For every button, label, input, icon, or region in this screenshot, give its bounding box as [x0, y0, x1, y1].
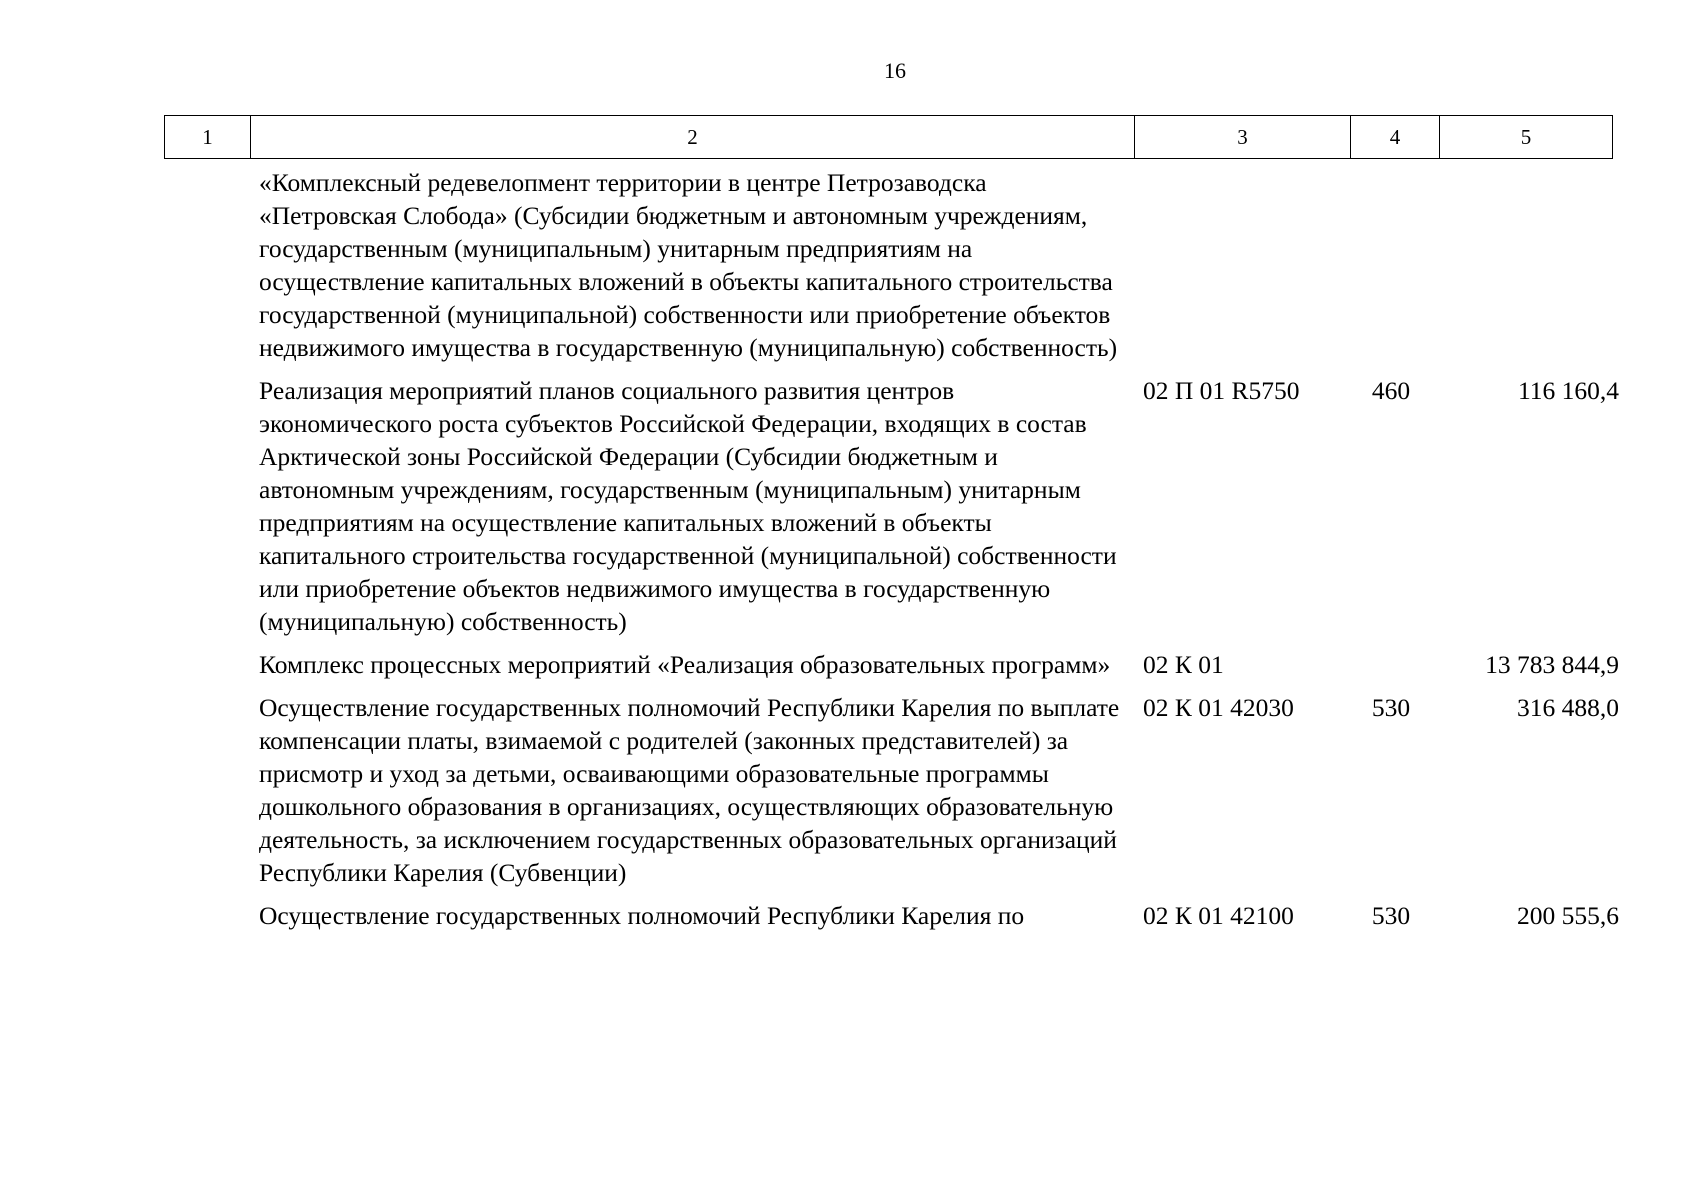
page-number: 16 [884, 58, 906, 83]
row-code: 02 К 01 42100 [1143, 901, 1294, 930]
row-code: 02 К 01 42030 [1143, 693, 1294, 722]
column-header-1: 1 [165, 116, 251, 159]
column-header-2: 2 [251, 116, 1135, 159]
table-row [0, 648, 1697, 681]
row-sum: 116 160,4 [1517, 376, 1619, 405]
row-sum: 13 783 844,9 [1485, 650, 1619, 679]
row-expense-type: 460 [1371, 376, 1411, 405]
column-header-5: 5 [1440, 116, 1613, 159]
row-name: Осуществление государственных полномочий Республики Карелия по [259, 901, 1025, 930]
row-sum: 200 555,6 [1517, 901, 1619, 930]
table-row [0, 166, 1697, 364]
table-body [0, 166, 1697, 942]
row-name: Реализация мероприятий планов социального развития центров экономического роста субъектов Российской Федерации, входящих в состав Арктической зоны Российской Федерации (Субсидии бюджетным и автономным учреждениям, государственным (муниципальным) унитарным предприятиям на осуществление капитальных вложений в объекты капитального строительства государственной (муниципальной) собственности или приобретение объектов недвижимого имущества в государственную (муниципальную) собственность) [259, 376, 1117, 636]
column-header-row [165, 116, 1613, 159]
row-sum: 316 488,0 [1517, 693, 1619, 722]
row-code: 02 К 01 [1143, 650, 1224, 679]
row-expense-type: 530 [1371, 901, 1411, 930]
column-header-3: 3 [1135, 116, 1351, 159]
table-row [0, 899, 1697, 932]
table-row [0, 691, 1697, 889]
row-code: 02 П 01 R5750 [1143, 376, 1300, 405]
row-name: Комплекс процессных мероприятий «Реализация образовательных программ» [259, 650, 1111, 679]
row-expense-type: 530 [1371, 693, 1411, 722]
column-header-4: 4 [1351, 116, 1440, 159]
column-header-table [164, 115, 1613, 159]
table-row [0, 374, 1697, 638]
row-name: Осуществление государственных полномочий Республики Карелия по выплате компенсации платы, взимаемой с родителей (законных представителей) за присмотр и уход за детьми, осваивающими образовательные программы дошкольного образования в организациях, осуществляющих образовательную деятельность, за исключением государственных образовательных организаций Республики Карелия (Субвенции) [259, 693, 1120, 887]
row-name: «Комплексный редевелопмент территории в центре Петрозаводска «Петровская Слобода» (Субсидии бюджетным и автономным учреждениям, государственным (муниципальным) унитарным предприятиям на осуществление капитальных вложений в объекты капитального строительства государственной (муниципальной) собственности или приобретение объектов недвижимого имущества в государственную (муниципальную) собственность) [259, 168, 1118, 362]
